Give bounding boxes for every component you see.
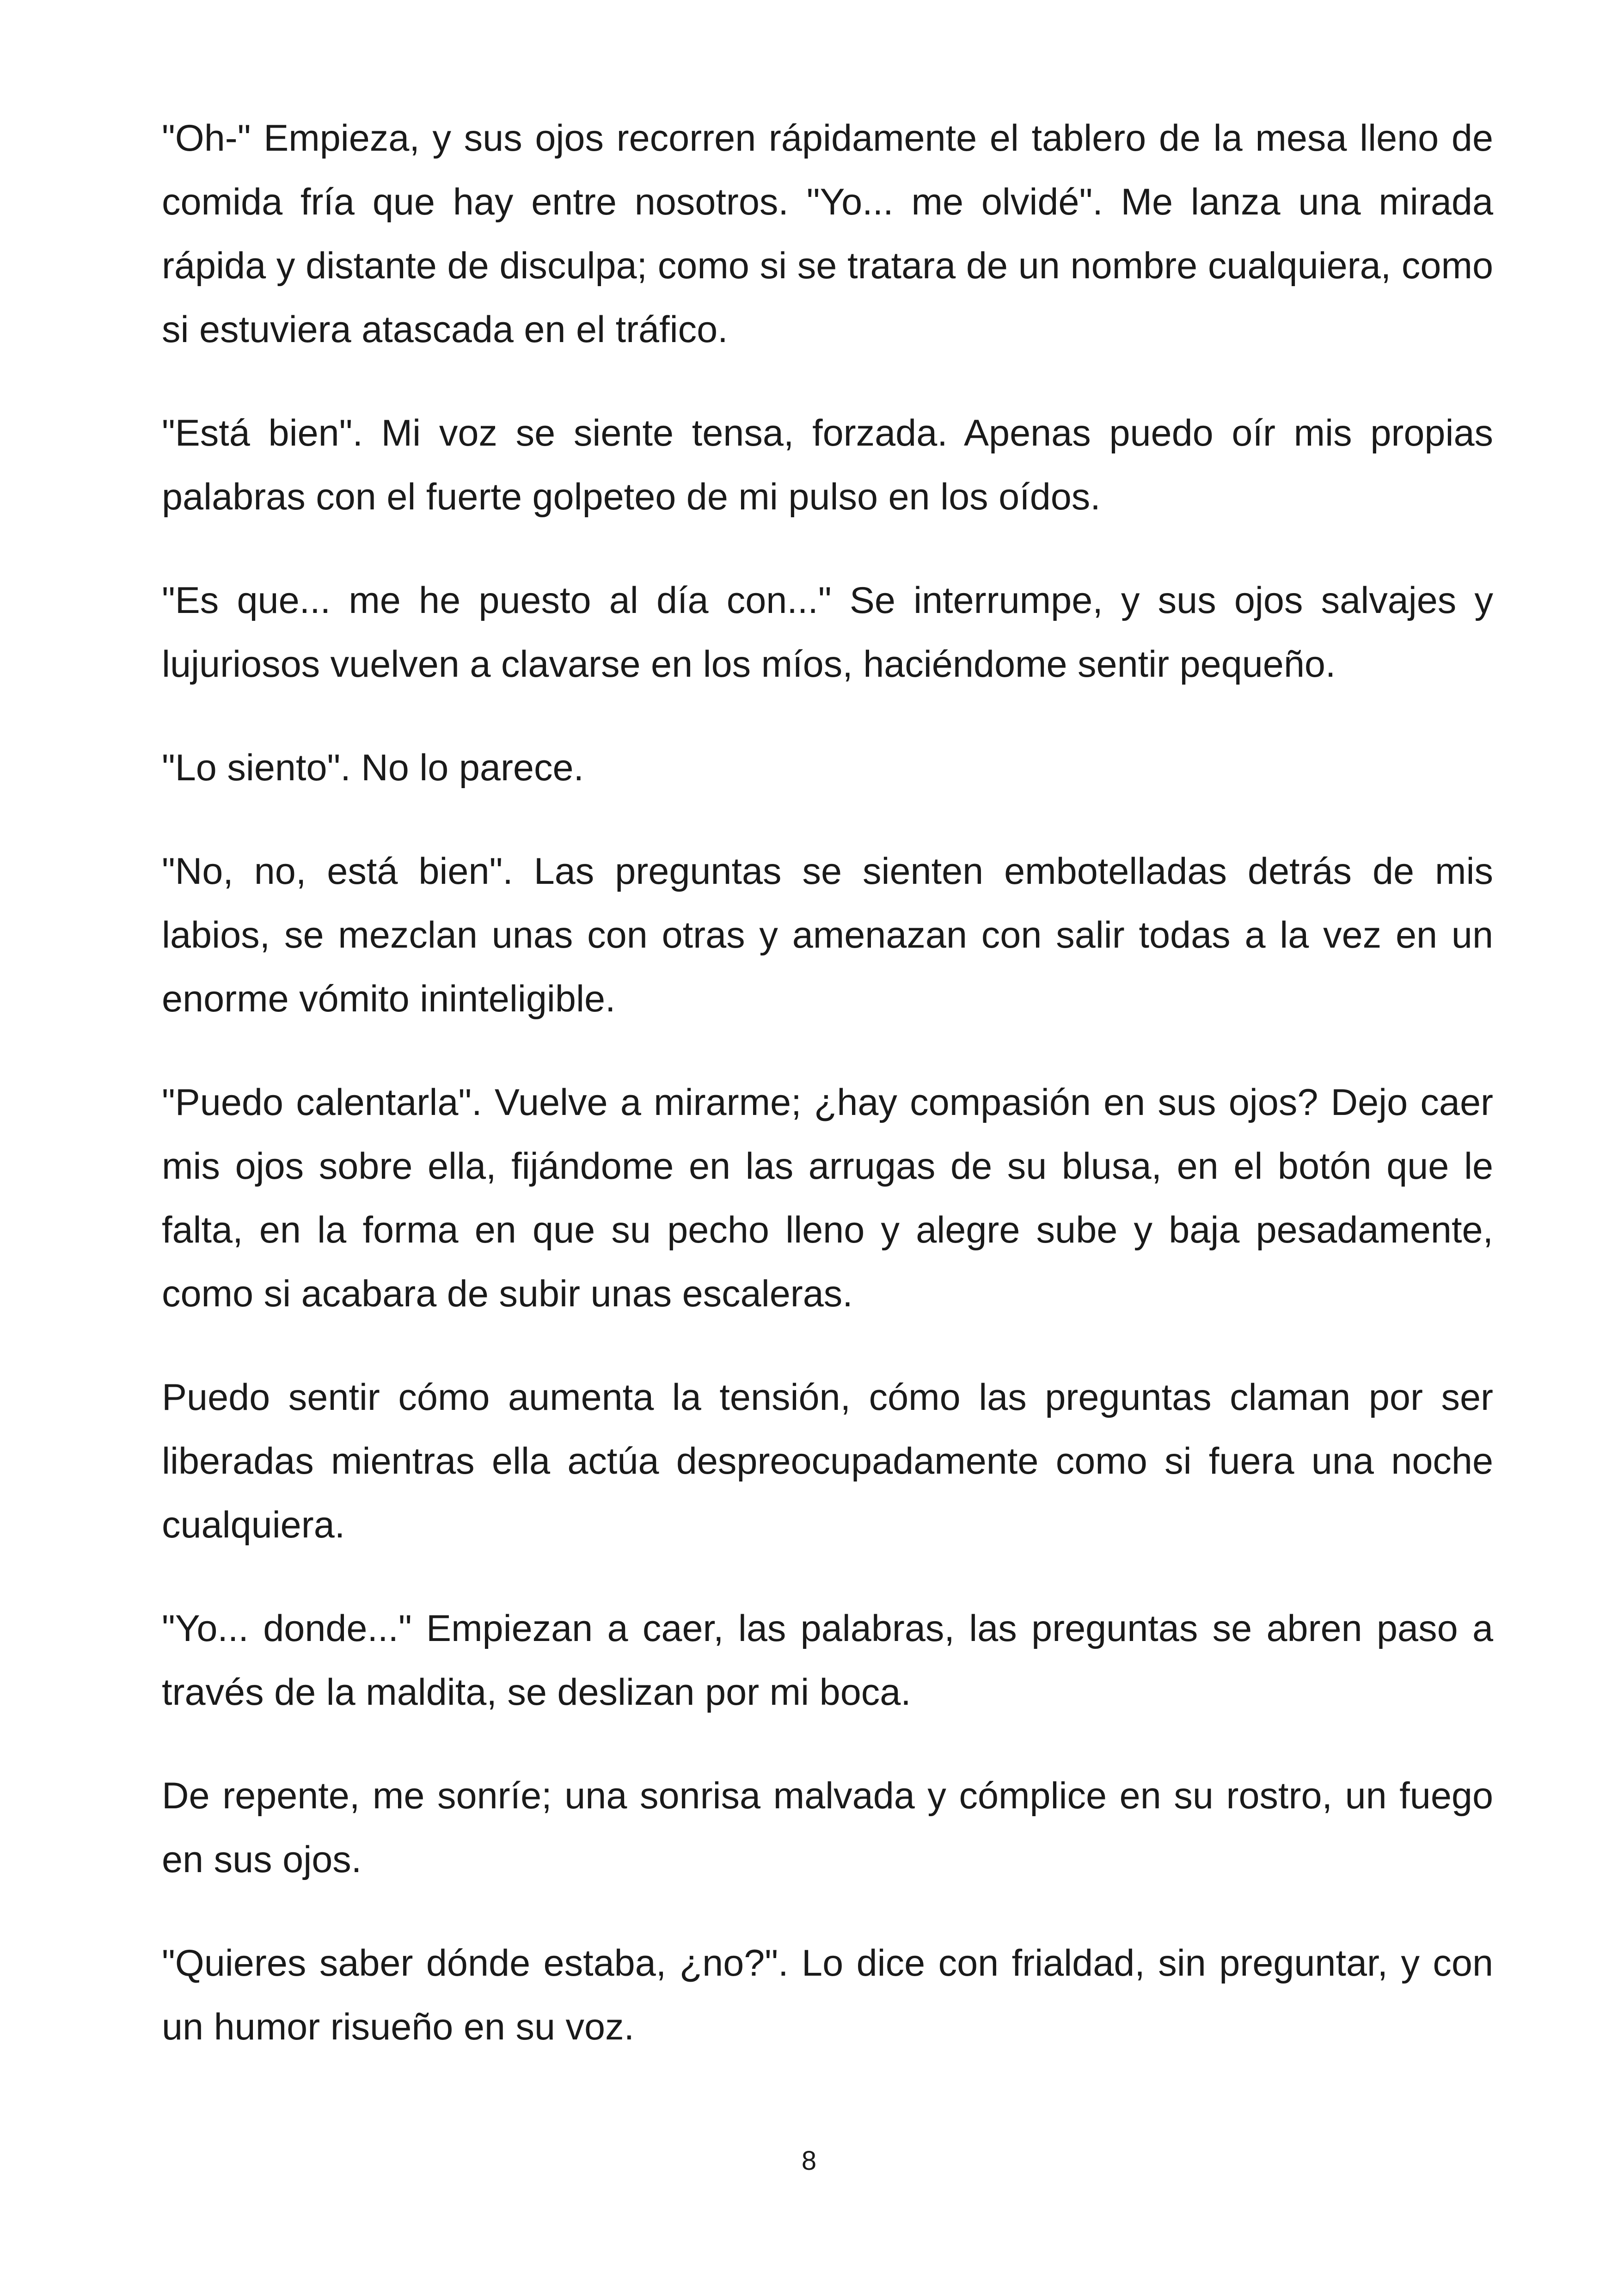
body-text	[162, 106, 1493, 2099]
paragraph-2: "Está bien". Mi voz se siente tensa, forzada. Apenas puedo oír mis propias palabras con el fuerte golpeteo de mi pulso en los oídos.	[162, 412, 1493, 518]
paragraph-1: "Oh-" Empieza, y sus ojos recorren rápidamente el tablero de la mesa lleno de comida fría que hay entre nosotros. "Yo... me olvidé". Me lanza una mirada rápida y distante de disculpa; como si se tratara de un nombre cualquiera, como si estuviera atascada en el tráfico.	[162, 117, 1493, 350]
paragraph-4: "Lo siento". No lo parece.	[162, 747, 584, 789]
paragraph-3: "Es que... me he puesto al día con..." Se interrumpe, y sus ojos salvajes y lujuriosos vuelven a clavarse en los míos, haciéndome sentir pequeño.	[162, 580, 1493, 685]
paragraph-6: "Puedo calentarla". Vuelve a mirarme; ¿hay compasión en sus ojos? Dejo caer mis ojos sobre ella, fijándome en las arrugas de su blusa, en el botón que le falta, en la forma en que su pecho lleno y alegre sube y baja pesadamente, como si acabara de subir unas escaleras.	[162, 1082, 1493, 1315]
page-number: 8	[801, 2146, 817, 2176]
paragraph-5: "No, no, está bien". Las preguntas se sienten embotelladas detrás de mis labios, se mezclan unas con otras y amenazan con salir todas a la vez en un enorme vómito ininteligible.	[162, 851, 1493, 1020]
paragraph-10: "Quieres saber dónde estaba, ¿no?". Lo dice con frialdad, sin preguntar, y con un humor risueño en su voz.	[162, 1942, 1493, 2048]
paragraph-9: De repente, me sonríe; una sonrisa malvada y cómplice en su rostro, un fuego en sus ojos.	[162, 1775, 1493, 1880]
paragraph-7: Puedo sentir cómo aumenta la tensión, cómo las preguntas claman por ser liberadas mientras ella actúa despreocupadamente como si fuera una noche cualquiera.	[162, 1377, 1493, 1546]
paragraph-8: "Yo... donde..." Empiezan a caer, las palabras, las preguntas se abren paso a través de la maldita, se deslizan por mi boca.	[162, 1608, 1493, 1713]
